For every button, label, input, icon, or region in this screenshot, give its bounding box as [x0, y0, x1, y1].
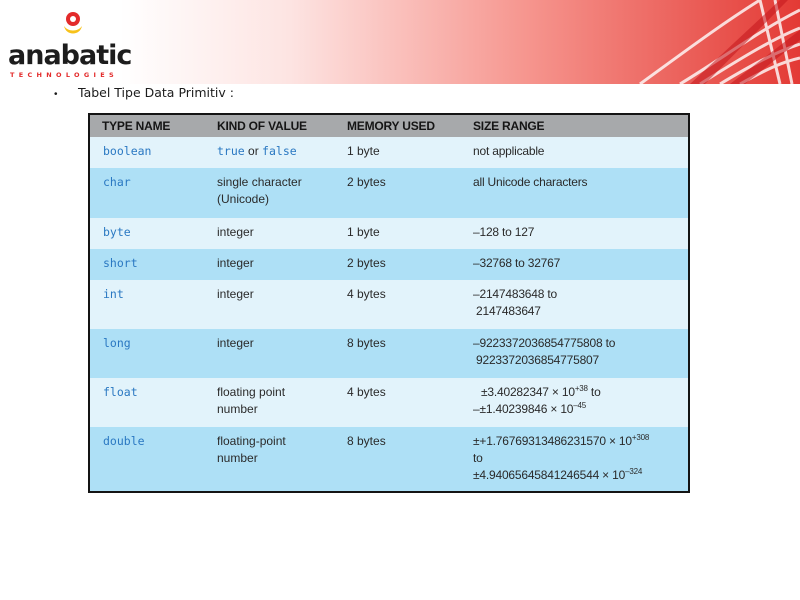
primitive-types-table — [88, 113, 690, 493]
type-name-cell: float — [90, 378, 205, 427]
table-header-row — [90, 115, 688, 137]
kind-line: floating-point — [217, 434, 286, 448]
range-min-exponent: –45 — [573, 401, 587, 410]
range-min-exponent: –324 — [625, 467, 643, 476]
type-name-cell: char — [90, 168, 205, 218]
banner-graphic — [120, 0, 800, 84]
memory-cell: 2 bytes — [335, 249, 461, 280]
kind-cell — [205, 427, 335, 493]
kind-line: number — [217, 451, 258, 465]
memory-cell: 4 bytes — [335, 280, 461, 329]
range-line — [473, 384, 684, 401]
range-cell — [461, 329, 688, 378]
type-name-cell: double — [90, 427, 205, 493]
memory-cell: 1 byte — [335, 218, 461, 249]
memory-cell: 2 bytes — [335, 168, 461, 218]
range-cell — [461, 378, 688, 427]
range-line: to — [473, 451, 483, 465]
table-row — [90, 249, 688, 280]
table-row — [90, 378, 688, 427]
header-size-range: SIZE RANGE — [461, 115, 688, 137]
range-line — [473, 433, 684, 450]
table-row — [90, 329, 688, 378]
logo-emblem-icon — [60, 10, 86, 40]
range-cell: all Unicode characters — [461, 168, 688, 218]
range-line — [473, 467, 684, 484]
keyword-false: false — [262, 144, 297, 158]
memory-cell: 1 byte — [335, 137, 461, 168]
table-row — [90, 137, 688, 168]
range-to: to — [587, 385, 601, 399]
header-type-name: TYPE NAME — [90, 115, 205, 137]
kind-cell — [205, 168, 335, 218]
kind-line: (Unicode) — [217, 192, 270, 206]
header-kind-of-value: KIND OF VALUE — [205, 115, 335, 137]
type-name-cell: boolean — [90, 137, 205, 168]
header-memory-used: MEMORY USED — [335, 115, 461, 137]
range-cell — [461, 427, 688, 493]
range-cell: –128 to 127 — [461, 218, 688, 249]
range-max-mantissa: ±3.40282347 × 10 — [481, 385, 575, 399]
table-row — [90, 427, 688, 493]
type-name-cell: byte — [90, 218, 205, 249]
bullet-marker: • — [54, 89, 58, 100]
memory-cell: 8 bytes — [335, 427, 461, 493]
range-line: 2147483647 — [476, 304, 541, 318]
company-logo — [8, 8, 132, 80]
table-row — [90, 168, 688, 218]
header-banner — [120, 0, 800, 84]
range-cell — [461, 280, 688, 329]
kind-line: floating point — [217, 385, 286, 399]
kind-cell: integer — [205, 218, 335, 249]
kind-cell: integer — [205, 280, 335, 329]
range-line: –9223372036854775808 to — [473, 336, 616, 350]
kind-or: or — [244, 144, 263, 158]
logo-wordmark: anabatic — [8, 40, 132, 71]
kind-cell — [205, 378, 335, 427]
bullet-text: Tabel Tipe Data Primitiv : — [78, 85, 234, 100]
type-name-cell: long — [90, 329, 205, 378]
bullet-item — [54, 84, 234, 104]
table-row — [90, 218, 688, 249]
logo-tagline: TECHNOLOGIES — [10, 71, 118, 79]
range-max-exponent: +38 — [574, 384, 588, 393]
kind-cell: integer — [205, 249, 335, 280]
range-line — [473, 401, 684, 418]
range-min-mantissa: ±4.94065645841246544 × 10 — [473, 468, 626, 482]
range-min-mantissa: –±1.40239846 × 10 — [473, 402, 574, 416]
kind-cell — [205, 137, 335, 168]
type-name-cell: short — [90, 249, 205, 280]
range-cell: not applicable — [461, 137, 688, 168]
range-line: 9223372036854775807 — [476, 353, 600, 367]
table-row — [90, 280, 688, 329]
memory-cell: 8 bytes — [335, 329, 461, 378]
range-cell: –32768 to 32767 — [461, 249, 688, 280]
keyword-true: true — [217, 144, 245, 158]
range-max-exponent: +308 — [631, 433, 650, 442]
type-name-cell: int — [90, 280, 205, 329]
range-max-mantissa: ±+1.76769313486231570 × 10 — [473, 434, 632, 448]
range-line: –2147483648 to — [473, 287, 557, 301]
kind-cell: integer — [205, 329, 335, 378]
memory-cell: 4 bytes — [335, 378, 461, 427]
kind-line: number — [217, 402, 258, 416]
kind-line: single character — [217, 175, 302, 189]
